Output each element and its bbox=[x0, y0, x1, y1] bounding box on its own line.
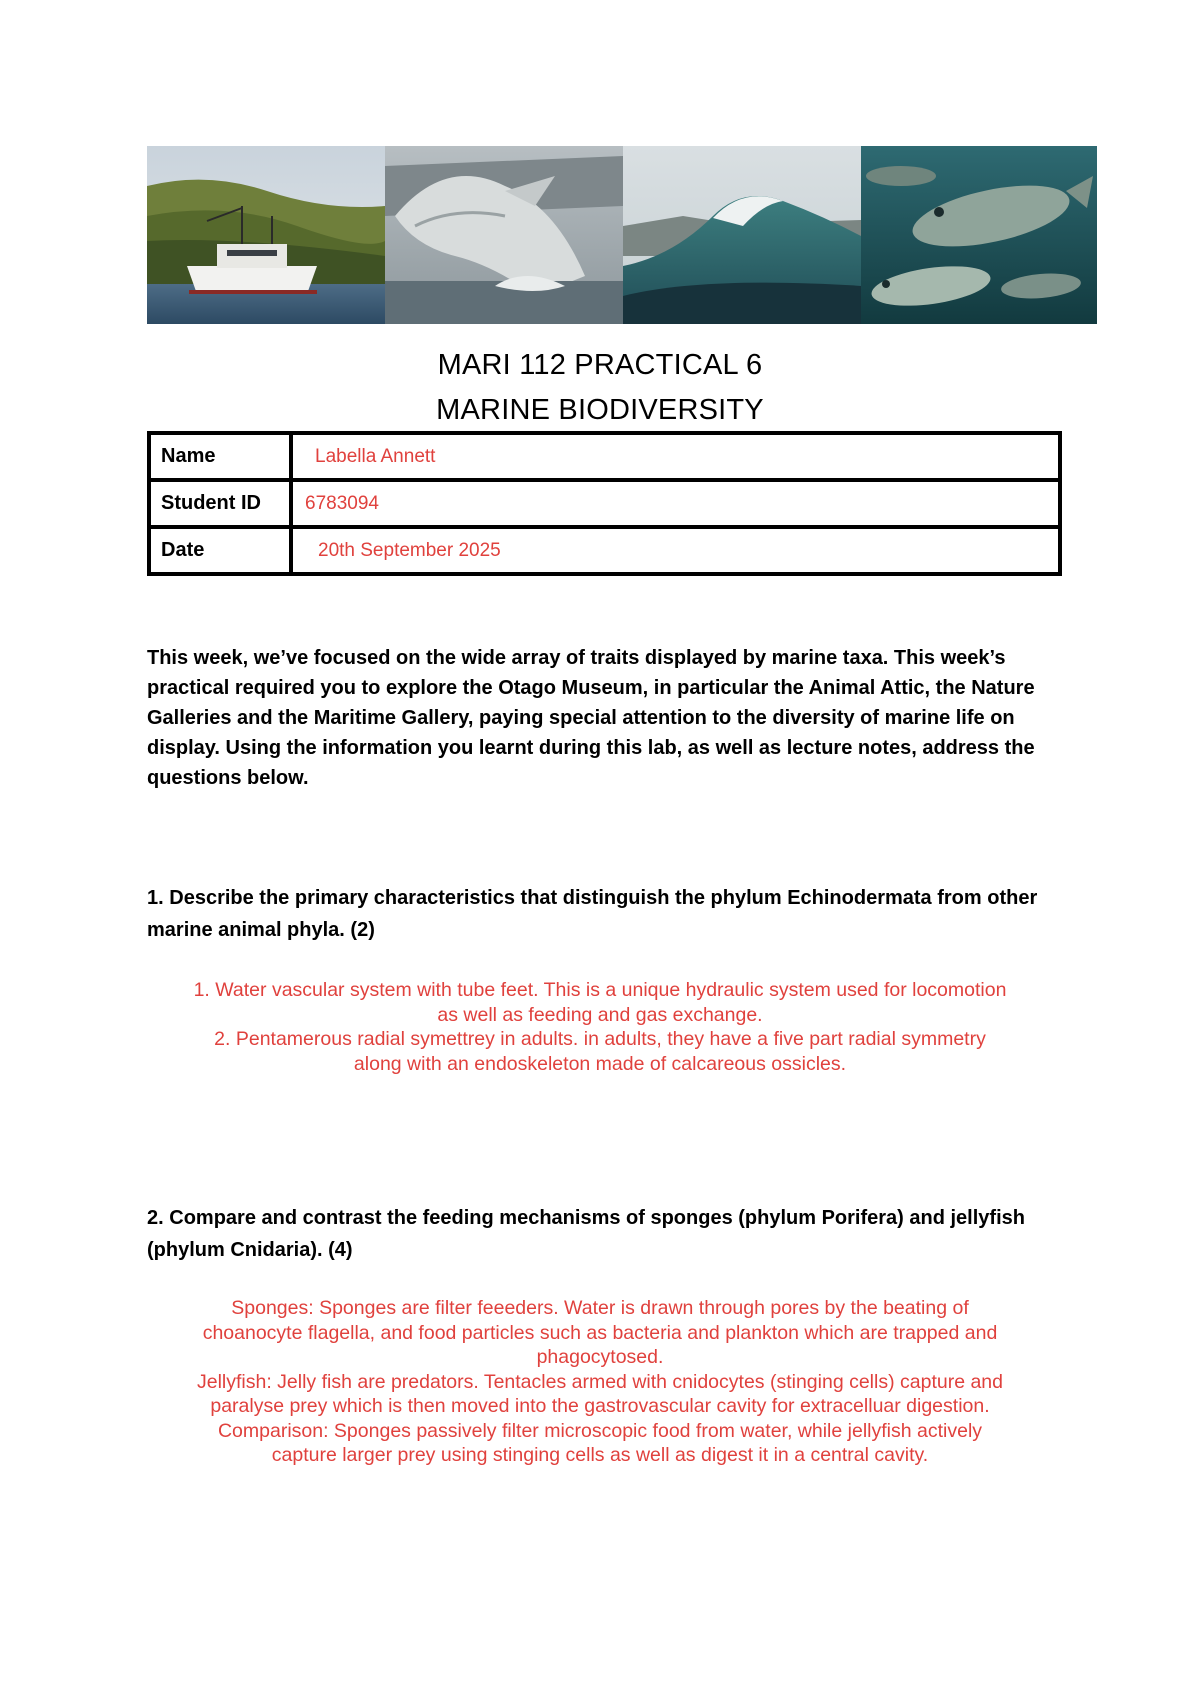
answer-line: along with an endoskeleton made of calcareous ossicles. bbox=[353, 1052, 847, 1075]
answer-line: as well as feeding and gas exchange. bbox=[437, 1003, 763, 1026]
question-number: 2. bbox=[147, 1207, 164, 1229]
answer-line: capture larger prey using stinging cells as well as digest it in a central cavity. bbox=[271, 1444, 929, 1466]
student-id-row bbox=[149, 480, 1060, 527]
name-value[interactable]: Labella Annett bbox=[291, 433, 1060, 480]
date-label: Date bbox=[149, 527, 291, 574]
wave-photo bbox=[623, 146, 861, 324]
whale-breach-photo bbox=[385, 146, 623, 324]
question-text: Compare and contrast the feeding mechanisms of sponges (phylum Porifera) and jellyfish (phylum Cnidaria). (4) bbox=[147, 1207, 1025, 1261]
intro-paragraph: This week, we’ve focused on the wide array of traits displayed by marine taxa. This week’s practical required you to explore the Otago Museum, in particular the Animal Attic, the Nature Galleries and the Maritime Gallery, paying special attention to the diversity of marine life on display. Using the information you learnt during this lab, as well as lecture notes, address the questions below. bbox=[147, 647, 1035, 789]
question-text: Describe the primary characteristics that distinguish the phylum Echinodermata from other marine animal phyla. (2) bbox=[147, 887, 1038, 941]
answer-line: phagocytosed. bbox=[536, 1346, 664, 1368]
question-1 bbox=[147, 882, 1067, 946]
name-row bbox=[149, 433, 1060, 480]
page-title: MARI 112 PRACTICAL 6 bbox=[437, 349, 763, 381]
fish-school-photo bbox=[861, 146, 1097, 324]
fishing-boat-photo bbox=[147, 146, 385, 324]
page-subtitle: MARINE BIODIVERSITY bbox=[436, 394, 764, 426]
answer-line: 2. Pentamerous radial symettrey in adults. in adults, they have a five part radial symmetry bbox=[214, 1028, 986, 1050]
name-label: Name bbox=[149, 433, 291, 480]
answer-line: Jellyfish: Jelly fish are predators. Tentacles armed with cnidocytes (stinging cells) capture and bbox=[196, 1370, 1003, 1393]
student-id-label: Student ID bbox=[149, 480, 291, 527]
date-value[interactable]: 20th September 2025 bbox=[291, 527, 1060, 574]
student-info-table bbox=[147, 431, 1062, 576]
answer-line: Comparison: Sponges passively filter microscopic food from water, while jellyfish actively bbox=[217, 1419, 983, 1442]
student-id-value[interactable]: 6783094 bbox=[291, 480, 1060, 527]
answer-line: Sponges: Sponges are filter feeeders. Water is drawn through pores by the beating of bbox=[231, 1297, 969, 1319]
question-2 bbox=[147, 1202, 1067, 1266]
answer-line: 1. Water vascular system with tube feet. This is a unique hydraulic system used for locomotion bbox=[193, 979, 1007, 1001]
answer-line: paralyse prey which is then moved into the gastrovascular cavity for extracelluar digestion. bbox=[210, 1395, 990, 1417]
date-row bbox=[149, 527, 1060, 574]
header-banner bbox=[147, 146, 1097, 324]
answer-2[interactable] bbox=[100, 1296, 1100, 1468]
answer-line: choanocyte flagella, and food particles such as bacteria and plankton which are trapped and bbox=[202, 1321, 998, 1344]
answer-1[interactable] bbox=[100, 978, 1100, 1076]
question-number: 1. bbox=[147, 887, 164, 909]
